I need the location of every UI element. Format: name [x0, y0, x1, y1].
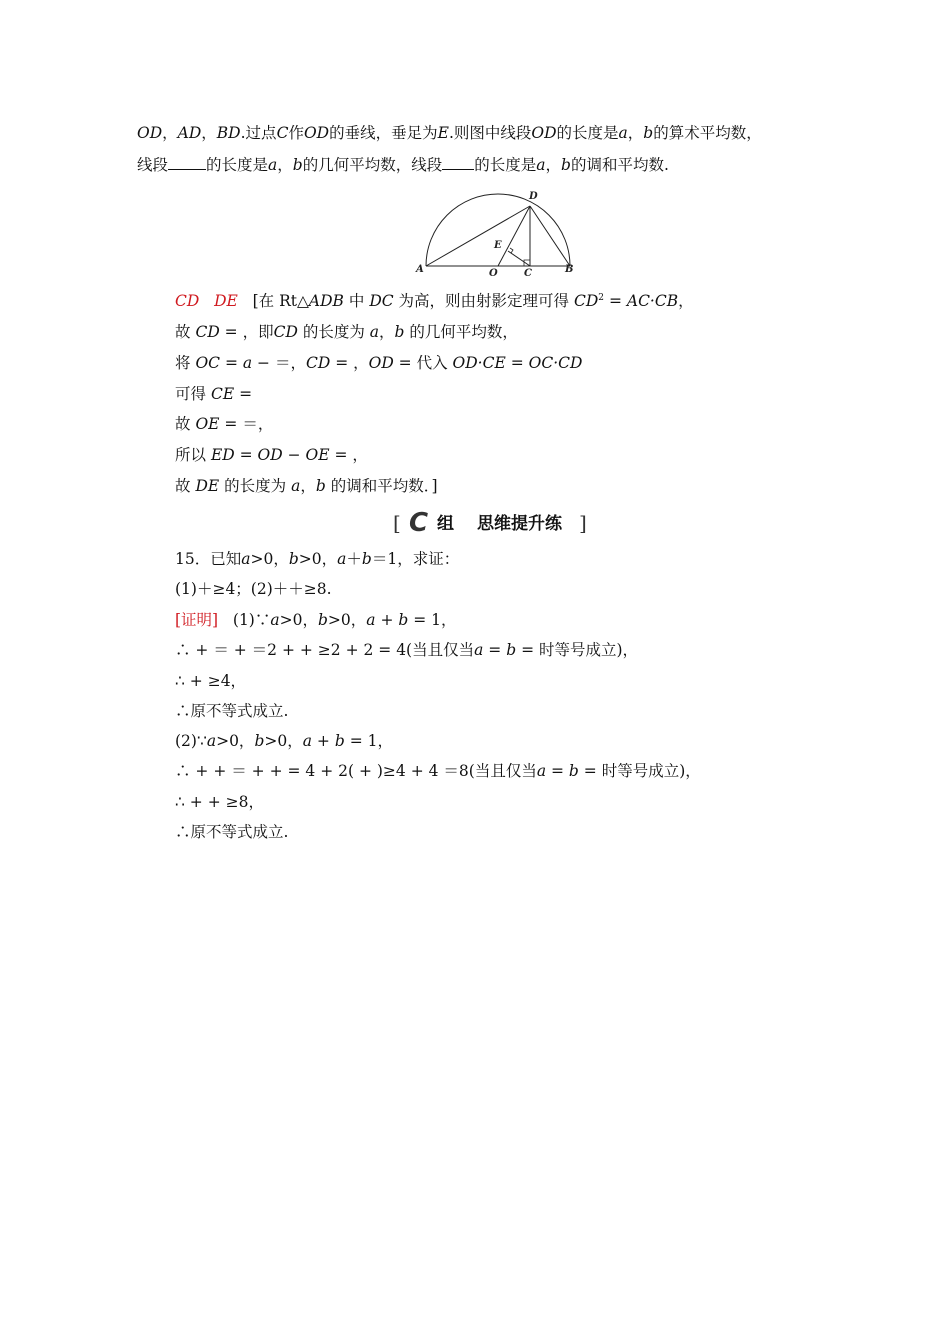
text: ， [300, 477, 316, 495]
text: 作 [288, 124, 304, 142]
label-c: C [524, 268, 532, 279]
text: 故 [175, 415, 191, 433]
answer-line-2 [175, 322, 518, 342]
text: = ， [330, 354, 369, 372]
text: ＋ [346, 550, 362, 568]
text: = 时等号成立)， [516, 641, 639, 659]
text: 15．已知 [175, 550, 242, 568]
text: − [282, 446, 306, 464]
answer-line-6 [175, 445, 368, 465]
text: = [220, 354, 243, 372]
var-b: b [292, 156, 303, 174]
text: = 1， [344, 732, 393, 750]
text: ED [210, 446, 235, 464]
point-e: E [437, 124, 449, 142]
superscript: 2 [598, 292, 605, 303]
seg-od: OD [303, 124, 330, 142]
text: >0， [216, 732, 255, 750]
text: 的垂线，垂足为 [329, 124, 438, 142]
text: >0， [298, 550, 338, 568]
text: b [317, 611, 328, 629]
text: a [242, 354, 253, 372]
text: 的长度为 [302, 323, 365, 341]
var-b: b [561, 156, 571, 174]
text: = [546, 762, 569, 780]
text: CD [195, 323, 220, 341]
text: AC·CB [626, 292, 679, 310]
text: − ＝， [252, 354, 306, 372]
proof-line-2 [175, 640, 638, 660]
text: ， [678, 292, 694, 310]
text: = ＝， [219, 415, 274, 433]
text: CD [273, 323, 298, 341]
text: OC [195, 354, 221, 372]
text: + [375, 611, 399, 629]
bracket-left: [ [393, 511, 401, 535]
text: 线段 [137, 156, 169, 174]
text: 的调和平均数. [570, 156, 669, 174]
label-e: E [494, 240, 502, 251]
group-label: 组 [437, 514, 454, 534]
proof-line-4: ∴原不等式成立. [175, 702, 289, 720]
text: OD [368, 354, 394, 372]
text: 的调和平均数．] [330, 477, 438, 495]
text: 中 [348, 292, 365, 310]
group-c-mark: C [409, 508, 429, 538]
answer-line-1 [175, 291, 694, 311]
text: 可得 [175, 385, 207, 403]
text: 的长度是 [206, 156, 269, 174]
text: = 时等号成立)， [578, 762, 701, 780]
text: = [234, 446, 258, 464]
text: b [288, 550, 299, 568]
text: a [366, 611, 376, 629]
text: 故 [175, 323, 191, 341]
text: ， [201, 124, 217, 142]
text: (2)∵ [175, 732, 207, 750]
text: 的长度是 [556, 124, 619, 142]
answer-cd: CD [175, 292, 200, 310]
text: 将 [175, 354, 191, 372]
text: = 代入 [393, 354, 448, 372]
text: 所以 [175, 446, 207, 464]
text: a [241, 550, 251, 568]
text: 的几何平均数， [409, 323, 518, 341]
proof-line-5 [175, 731, 393, 751]
proof-tag: [证明] [175, 611, 219, 629]
section-heading [393, 508, 593, 538]
intro-line-2 [137, 154, 669, 175]
text: a [291, 477, 301, 495]
blank-2[interactable] [442, 154, 474, 170]
text: OE [195, 415, 220, 433]
text: a [474, 641, 484, 659]
text: >0， [327, 611, 367, 629]
problem-15-parts: (1)＋≥4；(2)＋＋≥8. [175, 580, 332, 598]
text: ＝1，求证： [371, 550, 460, 568]
text: a [536, 762, 547, 780]
text: OD·CE [452, 354, 506, 372]
proof-line-8: ∴原不等式成立. [175, 823, 289, 841]
text: ， [162, 124, 178, 142]
var-a: a [618, 124, 628, 142]
text: 故 [175, 477, 191, 495]
proof-line-7: ∴ + + ≥8， [175, 793, 264, 811]
text: OD [257, 446, 283, 464]
label-d: D [529, 191, 538, 202]
text: 的长度为 [224, 477, 287, 495]
seg-bd: BD [216, 124, 241, 142]
segment-ce [508, 251, 530, 266]
proof-line-3: ∴ + ≥4， [175, 672, 247, 690]
answer-line-3 [175, 353, 582, 373]
semicircle-arc [426, 194, 570, 266]
label-a: A [416, 264, 424, 275]
text: OC·CD [528, 354, 583, 372]
var-b: b [643, 124, 654, 142]
label-b: B [565, 264, 574, 275]
text: ， [277, 156, 293, 174]
text: = [505, 354, 529, 372]
text: a [369, 323, 380, 341]
text: DC [369, 292, 394, 310]
text: = 1， [408, 611, 457, 629]
text: [在 Rt△ [252, 292, 309, 310]
text: ADB [308, 292, 344, 310]
text: CD [574, 292, 599, 310]
text: 的算术平均数， [653, 124, 762, 142]
text: b [334, 732, 345, 750]
proof-line-6 [175, 761, 701, 781]
problem-15-stem [175, 549, 459, 569]
text: 为高，则由射影定理可得 [398, 292, 570, 310]
seg-od: OD [531, 124, 557, 142]
blank-1[interactable] [168, 154, 206, 170]
text: 的几何平均数，线段 [302, 156, 443, 174]
text: b [506, 641, 517, 659]
intro-line-1 [137, 123, 762, 143]
section-title: 思维提升练 [477, 514, 562, 534]
text: a [337, 550, 347, 568]
text: ， [627, 124, 644, 142]
text: = [234, 385, 253, 403]
answer-line-5 [175, 414, 273, 434]
text: = ，即 [219, 323, 274, 341]
seg-od: OD [137, 124, 163, 142]
text: = ， [329, 446, 368, 464]
text: >0， [279, 611, 318, 629]
text: = [604, 292, 627, 310]
text: 的长度是 [474, 156, 537, 174]
label-o: O [489, 268, 498, 279]
text: ， [545, 156, 562, 174]
text: .过点 [240, 124, 277, 142]
text: DE [195, 477, 220, 495]
text: ∴ + + ＝ + + = 4 + 2( + )≥4 + 4 ＝8(当且仅当 [175, 762, 537, 780]
text: .则图中线段 [448, 124, 532, 142]
text: ∴ + ＝ + ＝2 + + ≥2 + 2 = 4(当且仅当 [175, 641, 475, 659]
text: CD [305, 354, 331, 372]
text: b [568, 762, 579, 780]
point-c: C [276, 124, 289, 142]
seg-ad: AD [177, 124, 202, 142]
text: b [398, 611, 409, 629]
text: a [270, 611, 280, 629]
text: + [311, 732, 335, 750]
text: OE [305, 446, 330, 464]
answer-line-7 [175, 476, 438, 496]
text: a [206, 732, 217, 750]
text: ， [379, 323, 395, 341]
text: b [361, 550, 372, 568]
semicircle-figure [412, 188, 582, 280]
var-a: a [268, 156, 278, 174]
answer-line-4 [175, 384, 252, 404]
text: >0， [264, 732, 303, 750]
text: >0， [250, 550, 289, 568]
proof-line-1 [175, 610, 457, 630]
text: (1)∵ [232, 611, 271, 629]
text: b [254, 732, 265, 750]
text: CE [210, 385, 235, 403]
answer-de: DE [214, 292, 238, 310]
text: = [483, 641, 507, 659]
bracket-right: ] [579, 511, 587, 535]
var-a: a [536, 156, 546, 174]
text: b [315, 477, 326, 495]
text: a [302, 732, 312, 750]
text: b [394, 323, 405, 341]
